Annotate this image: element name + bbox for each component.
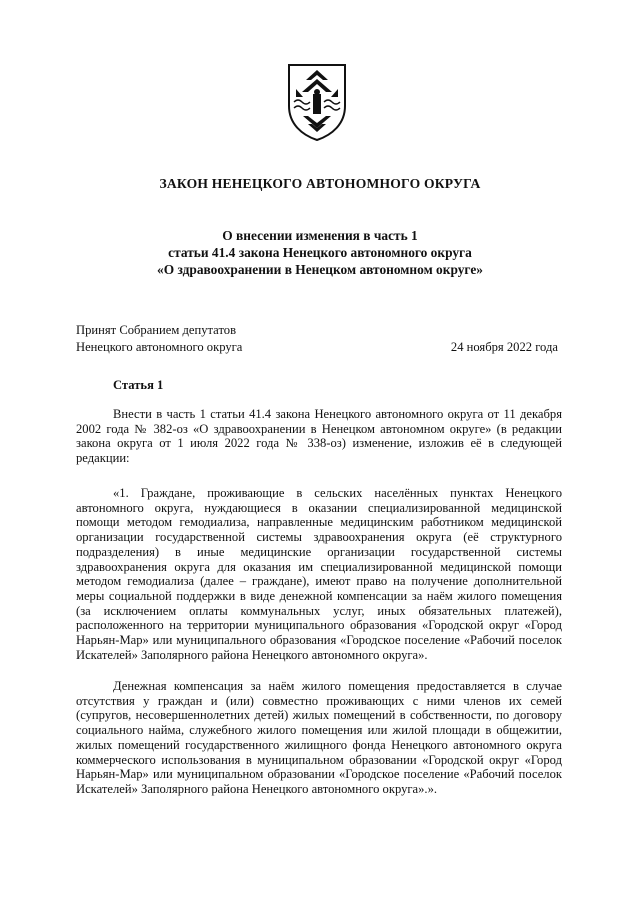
amended-text-paragraph: Денежная компенсация за наём жилого помещения предоставляется в случае отсутствия у граждан и (или) совместно проживающих с ними членов их семей (супругов, несовершеннолетних детей) жилых помещений в собственности, по договору социального найма, служебного жилого помещения или жилой площади в общежитии, жилых помещений государственного жилищного фонда Ненецкого автономного округа коммерческого использования в муниципальном образовании «Городской округ «Город Нарьян-Мар» или муниципальном образовании «Городское поселение «Рабочий поселок Искателей» Заполярного района Ненецкого автономного округа».». [76,679,562,796]
adopted-by-line: Ненецкого автономного округа [76,340,243,354]
adoption-date: 24 ноября 2022 года [450,340,558,354]
article-paragraph: Внести в часть 1 статьи 41.4 закона Ненецкого автономного округа от 11 декабря 2002 года № 382-оз «О здравоохранении в Ненецком автономном округе» (в редакции закона округа от 1 июля 2022 года № 338-оз) изменение, изложив её в следующей редакции: [76,407,562,466]
subtitle-line: «О здравоохранении в Ненецком автономном округе» [157,262,483,277]
article-heading: Статья 1 [113,378,164,392]
law-title: ЗАКОН НЕНЕЦКОГО АВТОНОМНОГО ОКРУГА [159,176,481,191]
adoption-block [76,322,562,356]
coat-of-arms-icon [286,62,348,142]
adopted-by-line: Принят Собранием депутатов [76,323,237,337]
subtitle-line: О внесении изменения в часть 1 [222,228,418,243]
subtitle-line: статьи 41.4 закона Ненецкого автономного округа [168,245,472,260]
amended-text-paragraph: «1. Граждане, проживающие в сельских населённых пунктах Ненецкого автономного округа, нуждающиеся в оказании специализированной медицинской помощи методом гемодиализа, направленные медицинским работником медицинской организации государственной системы здравоохранения округа (её структурного подразделения) в иные медицинские организации государственной системы здравоохранения округа для оказания им специализированной медицинской помощи методом гемодиализа (далее – граждане), имеют право на получение дополнительной меры социальной поддержки в виде денежной компенсации за наём жилого помещения (за исключением оплаты коммунальных услуг, иных обязательных платежей), расположенного на территории муниципального образования «Городской округ «Город Нарьян-Мар» или муниципального образования «Городское поселение «Рабочий поселок Искателей» Заполярного района Ненецкого автономного округа». [76,486,562,662]
law-subtitle [0,227,640,278]
